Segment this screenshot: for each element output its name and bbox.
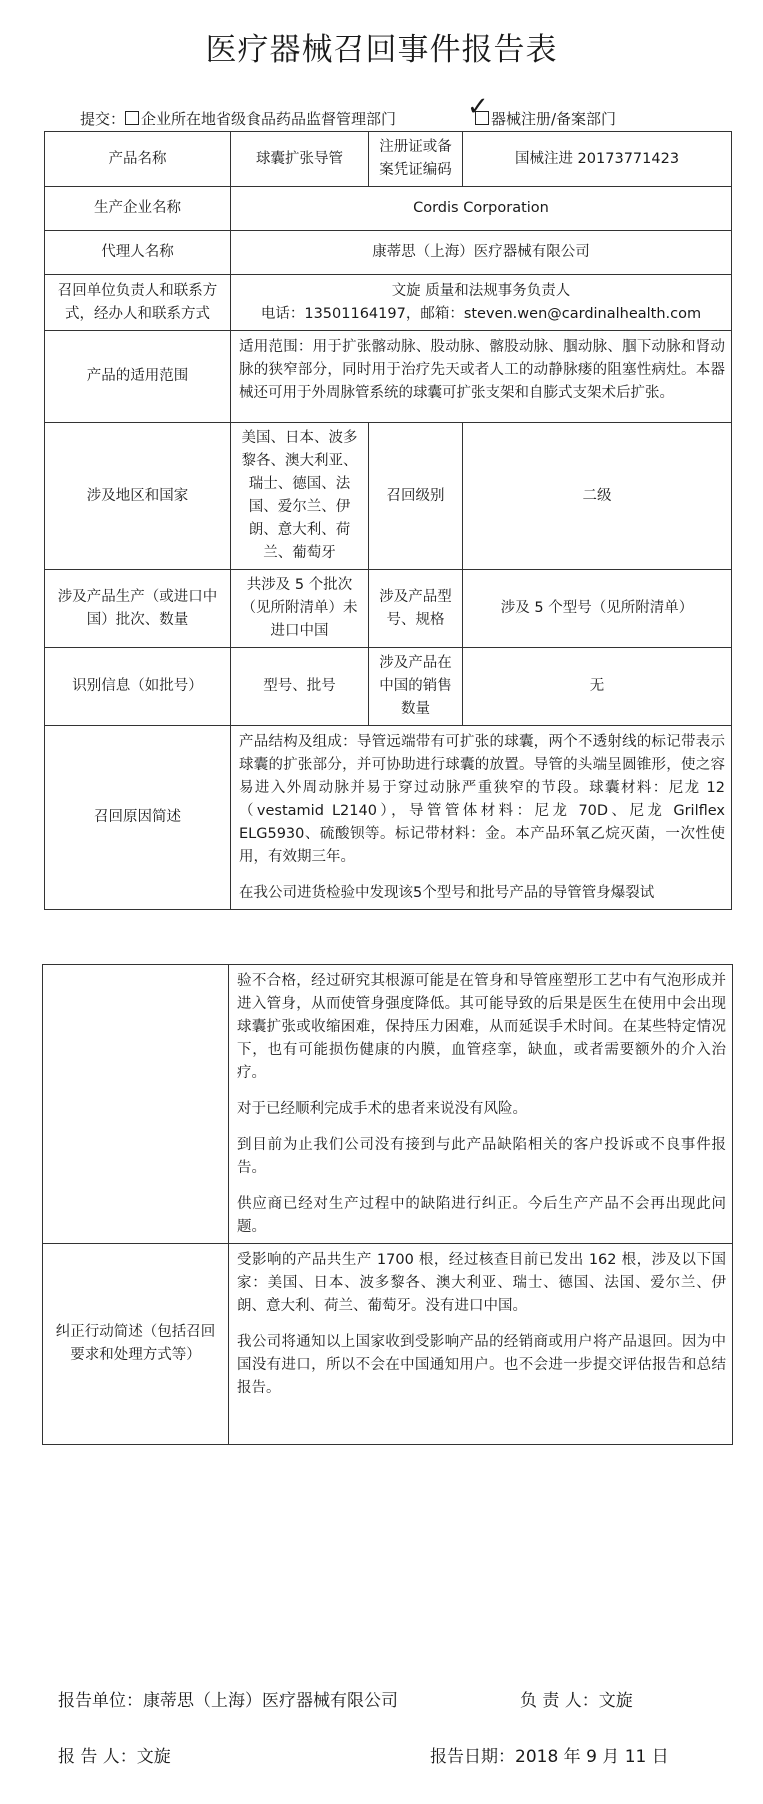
- reason-paragraph-cause: 验不合格，经过研究其根源可能是在管身和导管座塑形工艺中有气泡形成并进入管身，从而使管身强度降低。其可能导致的后果是医生在使用中会出现球囊扩张或收缩困难，保持压力困难，从而延误手术时间。在某些特定情况下，也有可能损伤健康的内膜，血管痉挛，缺血，或者需要额外的介入治疗。: [237, 973, 726, 1081]
- value-recall-reason: [231, 726, 732, 910]
- label-agent: 代理人名称: [45, 231, 231, 275]
- label-identification: 识别信息（如批号）: [45, 648, 231, 726]
- label-contact: 召回单位负责人和联系方式，经办人和联系方式: [45, 275, 231, 331]
- reason-paragraph-risk: 对于已经顺利完成手术的患者来说没有风险。: [237, 1101, 527, 1117]
- reporter: 报 告 人：文旋: [58, 1747, 171, 1767]
- submit-line: [80, 92, 617, 129]
- reason-paragraph-structure: 产品结构及组成：导管远端带有可扩张的球囊，两个不透射线的标记带表示球囊的扩张部分，并可协助进行球囊的放置。导管的头端呈圆锥形，使之容易进入外周动脉并易于穿过动脉严重狭窄的节段。球囊材料：尼龙 12（vestamid L2140），导管管体材料：尼龙 70D、尼龙 Grilflex ELG5930、硫酸钡等。标记带材料：金。本产品环氧乙烷灭菌，一次性使用，有效期三年。: [239, 734, 725, 865]
- label-scope: 产品的适用范围: [45, 331, 231, 423]
- contact-person: 文旋 质量和法规事务负责人: [391, 282, 571, 299]
- value-models: 涉及 5 个型号（见所附清单）: [463, 570, 732, 648]
- label-product-name: 产品名称: [45, 132, 231, 187]
- submit-label: 提交：: [80, 110, 126, 128]
- value-batches: 共涉及 5 个批次（见所附清单）未进口中国: [231, 570, 369, 648]
- label-recall-level: 召回级别: [369, 423, 463, 570]
- submit-option-provincial: 企业所在地省级食品药品监督管理部门: [141, 110, 397, 128]
- value-recall-reason-continued: [229, 965, 733, 1244]
- label-sales-china: 涉及产品在中国的销售数量: [369, 648, 463, 726]
- reason-paragraph-finding-start: 在我公司进货检验中发现该5个型号和批号产品的导管管身爆裂试: [239, 885, 655, 901]
- label-models: 涉及产品型号、规格: [369, 570, 463, 648]
- submit-option-registration: 器械注册/备案部门: [491, 110, 617, 128]
- label-recall-reason-continued: [43, 965, 229, 1244]
- value-regions: 美国、日本、波多黎各、澳大利亚、瑞士、德国、法国、爱尔兰、伊朗、意大利、荷兰、葡萄牙: [231, 423, 369, 570]
- label-registration-cert: 注册证或备案凭证编码: [369, 132, 463, 187]
- report-unit: 报告单位：康蒂思（上海）医疗器械有限公司: [58, 1691, 398, 1711]
- contact-phone-email: 电话：13501164197，邮箱：steven.wen@cardinalhealth.com: [260, 305, 702, 322]
- value-registration-cert: 国械注进 20173771423: [463, 132, 732, 187]
- value-corrective-action: [229, 1244, 733, 1445]
- label-batches: 涉及产品生产（或进口中国）批次、数量: [45, 570, 231, 648]
- recall-form-page2: [42, 964, 733, 1445]
- value-manufacturer: Cordis Corporation: [231, 187, 732, 231]
- checkbox-provincial[interactable]: [125, 111, 139, 125]
- recall-form-page1: [44, 131, 732, 910]
- value-sales-china: 无: [463, 648, 732, 726]
- value-identification: 型号、批号: [231, 648, 369, 726]
- value-agent: 康蒂思（上海）医疗器械有限公司: [231, 231, 732, 275]
- value-contact: [231, 275, 732, 331]
- submit-option-registration-wrap: [467, 92, 617, 129]
- value-scope: 适用范围：用于扩张髂动脉、股动脉、髂股动脉、腘动脉、腘下动脉和肾动脉的狭窄部分，同时用于治疗先天或者人工的动静脉瘘的阻塞性病灶。本器械还可用于外周脉管系统的球囊可扩张支架和自膨式支架术后扩张。: [231, 331, 732, 423]
- label-recall-reason: 召回原因简述: [45, 726, 231, 910]
- report-principal: 负 责 人：文旋: [520, 1691, 633, 1711]
- reason-paragraph-supplier: 供应商已经对生产过程中的缺陷进行纠正。今后生产产品不会再出现此问题。: [237, 1196, 726, 1235]
- report-date: 报告日期：2018 年 9 月 11 日: [430, 1747, 669, 1767]
- label-manufacturer: 生产企业名称: [45, 187, 231, 231]
- checkmark-icon: ✓: [467, 92, 489, 122]
- value-product-name: 球囊扩张导管: [231, 132, 369, 187]
- action-paragraph-affected: 受影响的产品共生产 1700 根，经过核查目前已发出 162 根，涉及以下国家：美国、日本、波多黎各、澳大利亚、瑞士、德国、法国、爱尔兰、伊朗、意大利、荷兰、葡萄牙。没有进口中国。: [237, 1252, 726, 1314]
- action-paragraph-notification: 我公司将通知以上国家收到受影响产品的经销商或用户将产品退回。因为中国没有进口，所以不会在中国通知用户。也不会进一步提交评估报告和总结报告。: [237, 1334, 726, 1396]
- label-regions: 涉及地区和国家: [45, 423, 231, 570]
- page-title: 医疗器械召回事件报告表: [205, 32, 558, 68]
- label-corrective-action: 纠正行动简述（包括召回要求和处理方式等）: [43, 1244, 229, 1445]
- value-recall-level: 二级: [463, 423, 732, 570]
- reason-paragraph-complaints: 到目前为止我们公司没有接到与此产品缺陷相关的客户投诉或不良事件报告。: [237, 1137, 726, 1176]
